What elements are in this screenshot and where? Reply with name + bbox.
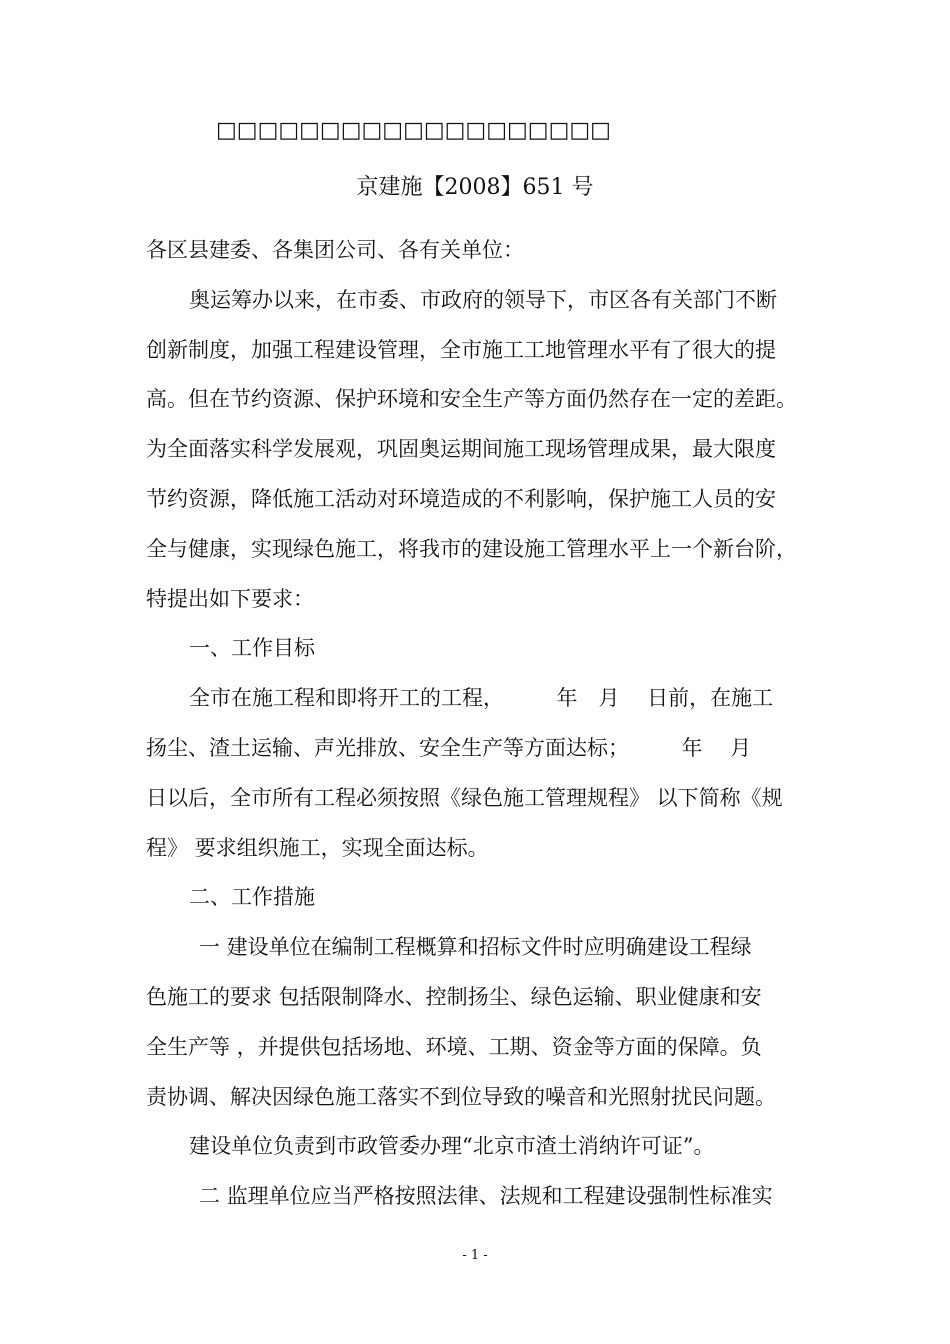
paragraph-line: 奥运筹办以来，在市委、市政府的领导下，市区各有关部门不断 — [189, 287, 777, 312]
paragraph-line: 建设单位负责到市政管委办理“北京市渣土消纳许可证”。 — [189, 1134, 715, 1159]
paragraph-line: 一 建设单位在编制工程概算和招标文件时应明确建设工程绿 — [199, 935, 752, 960]
paragraph-line: 高。但在节约资源、保护环境和安全生产等方面仍然存在一定的差距。 — [146, 387, 797, 412]
document-number: 京建施【2008】651 号 — [356, 175, 594, 200]
paragraph-line: 扬尘、渣土运输、声光排放、安全生产等方面达标； 年 月 — [146, 735, 752, 760]
paragraph-line: 创新制度，加强工程建设管理，全市施工工地管理水平有了很大的提 — [146, 337, 776, 362]
document-body — [146, 226, 811, 1222]
paragraph-line: 特提出如下要求： — [146, 586, 314, 611]
paragraph-line: 全市在施工程和即将开工的工程， 年 月 日前，在施工 — [189, 686, 774, 711]
paragraph-line: 节约资源，降低施工活动对环境造成的不利影响，保护施工人员的安 — [146, 486, 776, 511]
paragraph-line: 全与健康，实现绿色施工，将我市的建设施工管理水平上一个新台阶， — [146, 536, 797, 561]
page-number: - 1 - — [462, 1248, 488, 1263]
paragraph-line: 日以后，全市所有工程必须按照《绿色施工管理规程》 以下简称《规 — [146, 785, 783, 810]
section-heading: 二、工作措施 — [189, 885, 315, 910]
paragraph-line: 责协调、解决因绿色施工落实不到位导致的噪音和光照射扰民问题。 — [146, 1084, 776, 1109]
paragraph-line: 程》 要求组织施工，实现全面达标。 — [146, 835, 489, 860]
paragraph-line: 全生产等 ，并提供包括场地、环境、工期、资金等方面的保障。负 — [146, 1034, 762, 1059]
paragraph-line: 色施工的要求 包括限制降水、控制扬尘、绿色运输、职业健康和安 — [146, 984, 762, 1009]
addressee: 各区县建委、各集团公司、各有关单位： — [146, 238, 524, 262]
paragraph-line: 为全面落实科学发展观，巩固奥运期间施工现场管理成果，最大限度 — [146, 437, 776, 462]
paragraph-line: 二 监理单位应当严格按照法律、法规和工程建设强制性标准实 — [199, 1184, 773, 1209]
document-title: □□□□□□□□□□□□□□□□□□□ — [216, 118, 611, 143]
section-heading: 一、工作目标 — [189, 636, 315, 661]
